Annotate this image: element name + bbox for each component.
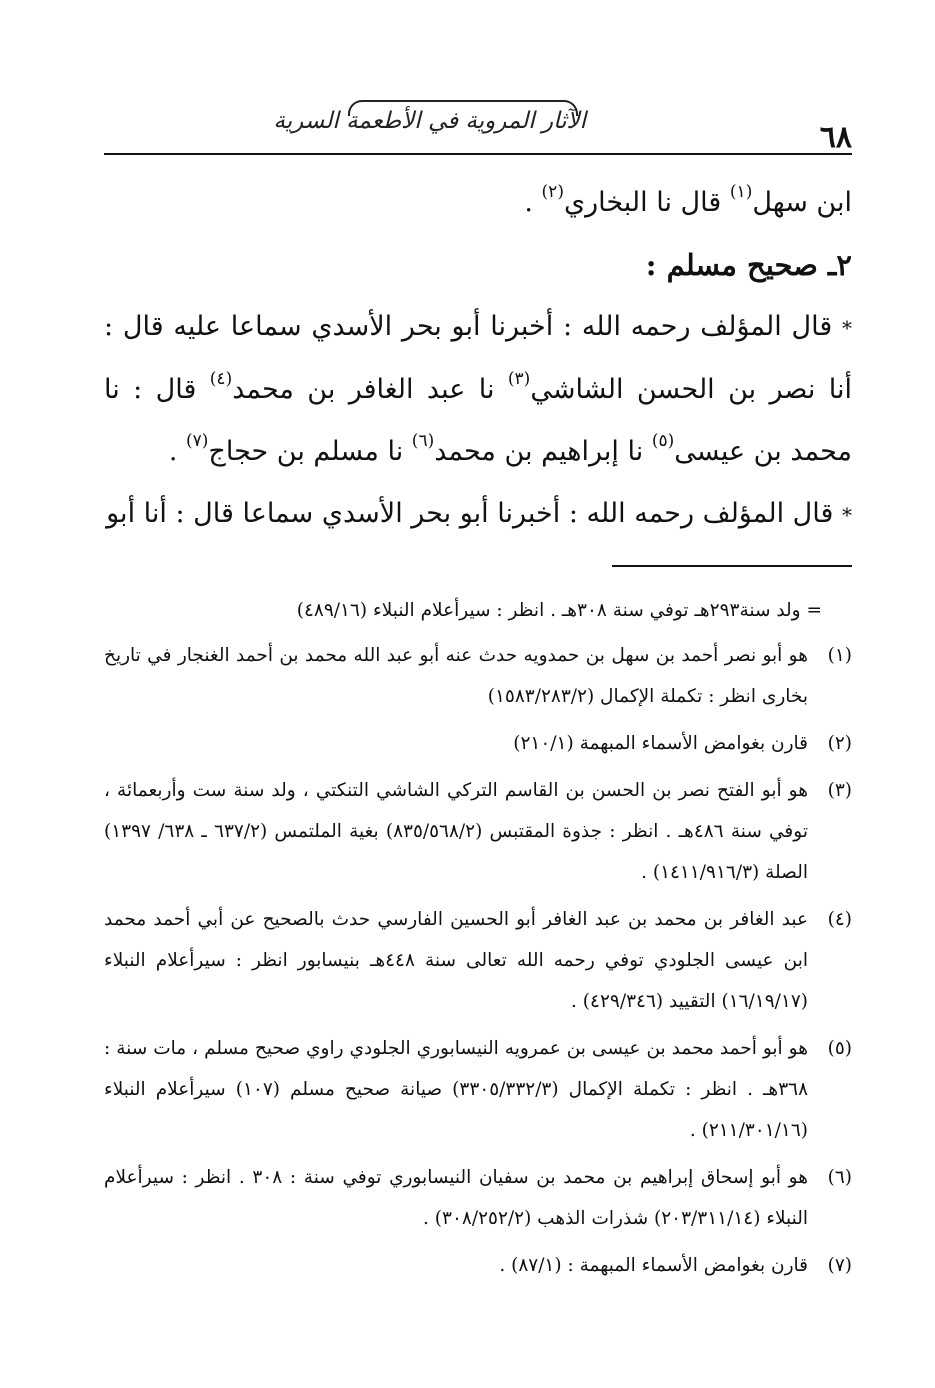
text-run: نا عبد الغافر بن محمد (232, 374, 508, 405)
bullet-star: * (842, 316, 852, 340)
footnote-separator (612, 565, 852, 567)
footnote-number: (٣) (827, 780, 852, 801)
paragraph-2 (104, 296, 852, 483)
footnote-text: هو أبو الفتح نصر بن الحسن بن القاسم التركي الشاشي التنكتي ، ولد سنة ست وأربعمائة ، توفي سنة ٤٨٦هـ . انظر : جذوة المقتبس (٨٣٥/٥٦٨/٢) بغية الملتمس (٦٣٧/٢ ـ ٦٣٨/ ١٣٩٧) الصلة (١٤١١/٩١٦/٣) . (104, 780, 808, 883)
footnote-text: هو أبو نصر أحمد بن سهل بن حمدويه حدث عنه أبو عبد الله محمد بن أحمد الغنجار في تاريخ بخارى انظر : تكملة الإكمال (١٥٨٣/٢٨٣/٢) (104, 645, 808, 707)
page-number: ٦٨ (819, 120, 852, 155)
footnote-number: (٦) (827, 1167, 852, 1188)
footnote-3 (104, 770, 852, 893)
footnote-continuation: = ولد سنة٢٩٣هـ توفي سنة ٣٠٨هـ . انظر : سيرأعلام النبلاء (٤٨٩/١٦) (296, 600, 822, 621)
text-run: قال المؤلف رحمه الله : أخبرنا أبو بحر الأسدي سماعا عليه قال : أنا نصر بن الحسن الشاشي (104, 311, 852, 405)
section-heading: ٢ـ صحيح مسلم : (645, 248, 852, 282)
footnote-6 (104, 1157, 852, 1239)
footnote-number: (٤) (827, 909, 852, 930)
footnote-number: (١) (827, 645, 852, 666)
text-run: . (168, 436, 186, 467)
text-run: قال : نا محمد بن عيسى (104, 374, 852, 467)
footnote-ref-7: (٧) (186, 431, 209, 451)
footnote-ref-3: (٣) (507, 369, 531, 389)
footnote-number: (٢) (827, 733, 852, 754)
running-title: الآثار المروية في الأطعمة السرية (273, 108, 586, 134)
footnote-ref-5: (٥) (651, 431, 675, 451)
footnote-text: هو أبو إسحاق إبراهيم بن محمد بن سفيان النيسابوري توفي سنة : ٣٠٨ . انظر : سيرأعلام النبلاء (٢٠٣/٣١١/١٤) شذرات الذهب (٣٠٨/٢٥٢/٢) . (104, 1167, 808, 1229)
footnote-1 (104, 635, 852, 717)
text-run: قال المؤلف رحمه الله : أخبرنا أبو بحر الأسدي سماعا قال : أنا أبو (106, 498, 842, 529)
footnote-text: عبد الغافر بن محمد بن عبد الغافر أبو الحسين الفارسي حدث بالصحيح عن أبي أحمد محمد ابن عيسى الجلودي توفي رحمه الله تعالى سنة ٤٤٨هـ بنيسابور انظر : سيرأعلام النبلاء (١٦/١٩/١٧) التقييد (٤٢٩/٣٤٦) . (104, 909, 808, 1012)
footnote-ref-4: (٤) (209, 369, 233, 389)
paragraph-1 (104, 172, 852, 234)
main-text (104, 172, 852, 546)
text-run: ابن سهل (752, 187, 852, 218)
footnote-ref-2: (٢) (541, 182, 564, 202)
footnote-ref-1: (١) (729, 182, 753, 202)
text-run: . (524, 187, 542, 218)
text-run: نا إبراهيم بن محمد (434, 436, 652, 467)
footnote-5 (104, 1028, 852, 1151)
text-run: نا مسلم بن حجاج (208, 436, 412, 467)
text-run: قال نا البخاري (563, 187, 730, 218)
footnote-text: قارن بغوامض الأسماء المبهمة (٢١٠/١) (513, 733, 808, 754)
footnote-ref-6: (٦) (411, 431, 435, 451)
bullet-star: * (842, 503, 852, 527)
footnote-7 (104, 1245, 852, 1286)
footnote-text: قارن بغوامض الأسماء المبهمة : (٨٧/١) . (499, 1255, 808, 1276)
footnote-number: (٥) (827, 1038, 852, 1059)
footnote-number: (٧) (827, 1255, 852, 1276)
footnote-4 (104, 899, 852, 1022)
page-header (104, 100, 852, 158)
footnote-text: هو أبو أحمد محمد بن عيسى بن عمرويه النيسابوري الجلودي راوي صحيح مسلم ، مات سنة : ٣٦٨هـ . انظر : تكملة الإكمال (٣٣٠٥/٣٣٢/٣) صيانة صحيح مسلم (١٠٧) سيرأعلام النبلاء (٢١١/٣٠١/١٦) . (104, 1038, 809, 1141)
footnotes (104, 590, 852, 1292)
header-rule (104, 153, 852, 155)
footnote-2 (104, 723, 852, 764)
paragraph-3 (104, 483, 852, 546)
